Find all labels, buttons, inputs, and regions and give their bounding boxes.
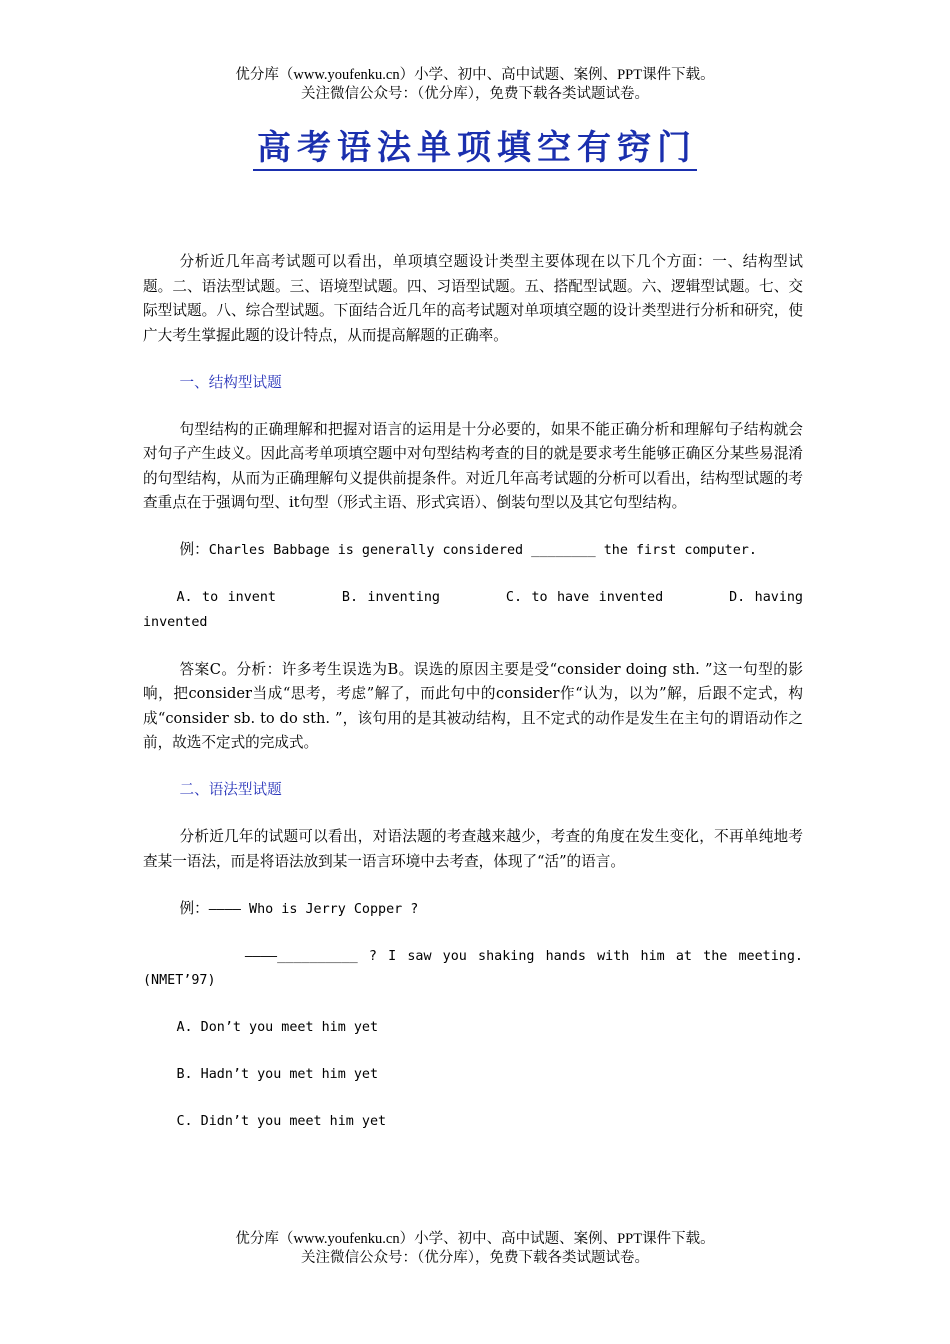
footer-line-2: 关注微信公众号：（优分库），免费下载各类试题试卷。	[301, 1250, 649, 1266]
example-prefix: 例：	[179, 899, 209, 917]
section-2-option-a: A. Don’t you meet him yet	[176, 1020, 379, 1035]
footer-line-1: 优分库（www.youfenku.cn）小学、初中、高中试题、案例、PPT课件下载。	[235, 1231, 715, 1247]
header-line-1: 优分库（www.youfenku.cn）小学、初中、高中试题、案例、PPT课件下载。	[235, 67, 715, 83]
section-2-body: 分析近几年的试题可以看出，对语法题的考查越来越少，考查的角度在发生变化，不再单纯地考查某一语法，而是将语法放到某一语言环境中去考查，体现了“活”的语言。	[143, 828, 803, 870]
intro-paragraph: 分析近几年高考试题可以看出，单项填空题设计类型主要体现在以下几个方面：一、结构型试题。二、语法型试题。三、语境型试题。四、习语型试题。五、搭配型试题。六、逻辑型试题。七、交际型试题。八、综合型试题。下面结合近几年的高考试题对单项填空题的设计类型进行分析和研究，使广大考生掌握此题的设计特点，从而提高解题的正确率。	[143, 253, 803, 344]
section-2-option-b: B. Hadn’t you met him yet	[176, 1067, 379, 1082]
document-title-wrap	[0, 128, 950, 171]
section-1-answer: 答案C。分析：许多考生误选为B。误选的原因主要是受“consider doing sth. ”这一句型的影响，把consider当成“思考，考虑”解了，而此句中的consider作“认为，以为”解，后跟不定式，构成“consider sb. to do sth. ”，该句用的是其被动结构，且不定式的动作是发生在主句的谓语动作之前，故选不定式的完成式。	[143, 660, 803, 751]
example-prefix: 例：	[179, 541, 209, 558]
header-line-2: 关注微信公众号：（优分库），免费下载各类试题试卷。	[301, 86, 649, 102]
document-body	[143, 250, 812, 1157]
section-2-question: ———— Who is Jerry Copper ?	[208, 901, 419, 917]
section-1-example-text: Charles Babbage is generally considered ________ the first computer.	[208, 543, 757, 558]
section-1-heading: 一、结构型试题	[179, 373, 282, 391]
section-2-heading: 二、语法型试题	[179, 781, 282, 798]
section-1-example	[143, 538, 803, 564]
section-1-body: 句型结构的正确理解和把握对语言的运用是十分必要的，如果不能正确分析和理解句子结构就会对句子产生歧义。因此高考单项填空题中对句型结构考查的目的就是要求考生能够正确区分某些易混淆的句型结构，从而为正确理解句义提供前提条件。对近几年高考试题的分析可以看出，结构型试题的考查重点在于强调句型、it句型（形式主语、形式宾语）、倒装句型以及其它句型结构。	[143, 420, 803, 511]
page-footer	[0, 1230, 950, 1268]
section-2-option-c: C. Didn’t you meet him yet	[176, 1114, 387, 1129]
page-header	[0, 66, 950, 104]
section-2-example-line-2: ————__________ ? I saw you shaking hands with him at the meeting. (NMET’97)	[143, 948, 803, 988]
section-1-options: A. to invent B. inventing C. to have invented D. having invented	[143, 590, 812, 630]
section-2-example-line-1	[143, 897, 803, 923]
document-title: 高考语法单项填空有窍门	[253, 128, 697, 171]
